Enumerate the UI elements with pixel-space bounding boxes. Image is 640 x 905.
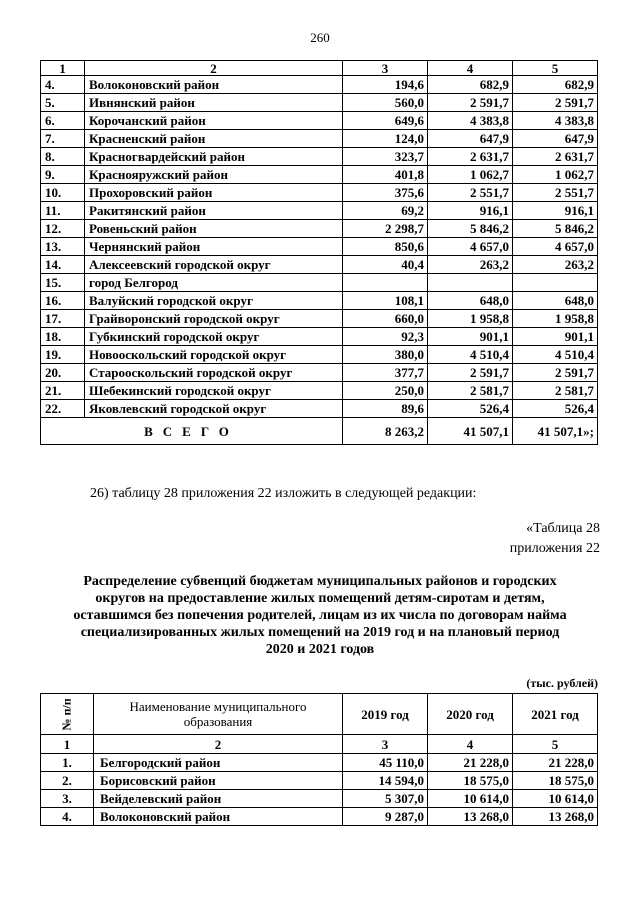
row-number: 10. xyxy=(41,184,85,202)
municipality-name: Борисовский район xyxy=(94,772,343,790)
municipality-name: Алексеевский городской округ xyxy=(85,256,343,274)
total-v5: 41 507,1»; xyxy=(513,418,598,445)
row-number: 11. xyxy=(41,202,85,220)
value-2020: 13 268,0 xyxy=(428,808,513,826)
table-row xyxy=(41,130,598,148)
table-row xyxy=(41,166,598,184)
column-number: 1 xyxy=(41,61,85,76)
municipality-name: Краснояружский район xyxy=(85,166,343,184)
value-col3: 194,6 xyxy=(343,76,428,94)
value-col5: 263,2 xyxy=(513,256,598,274)
municipality-name: Красногвардейский район xyxy=(85,148,343,166)
column-number-row xyxy=(41,735,598,754)
municipality-name: Красненский район xyxy=(85,130,343,148)
units-label: (тыс. рублей) xyxy=(526,676,598,690)
municipality-name: Корочанский район xyxy=(85,112,343,130)
table-row xyxy=(41,364,598,382)
value-col5: 901,1 xyxy=(513,328,598,346)
row-number: 13. xyxy=(41,238,85,256)
value-col4: 647,9 xyxy=(428,130,513,148)
value-col4: 4 383,8 xyxy=(428,112,513,130)
municipality-name: Старооскольский городской округ xyxy=(85,364,343,382)
value-2019: 45 110,0 xyxy=(343,754,428,772)
heading-line: специализированных жилых помещений на 2019 год и на плановый период xyxy=(80,625,560,640)
value-col3: 108,1 xyxy=(343,292,428,310)
column-number: 1 xyxy=(41,735,94,754)
value-col5: 2 631,7 xyxy=(513,148,598,166)
municipality-name: Ракитянский район xyxy=(85,202,343,220)
table-row xyxy=(41,238,598,256)
value-col3: 649,6 xyxy=(343,112,428,130)
value-col5: 2 591,7 xyxy=(513,94,598,112)
municipality-name: Волоконовский район xyxy=(94,808,343,826)
table-reference: «Таблица 28 xyxy=(526,521,600,536)
value-col3: 323,7 xyxy=(343,148,428,166)
row-number: 4. xyxy=(41,808,94,826)
value-col4: 4 657,0 xyxy=(428,238,513,256)
value-col3: 92,3 xyxy=(343,328,428,346)
row-number: 14. xyxy=(41,256,85,274)
column-header-row xyxy=(41,694,598,735)
column-number: 2 xyxy=(94,735,343,754)
value-col4: 901,1 xyxy=(428,328,513,346)
row-number: 16. xyxy=(41,292,85,310)
column-number: 2 xyxy=(85,61,343,76)
table-row xyxy=(41,184,598,202)
value-col4: 2 591,7 xyxy=(428,364,513,382)
value-col3: 250,0 xyxy=(343,382,428,400)
value-2019: 14 594,0 xyxy=(343,772,428,790)
value-col4: 2 581,7 xyxy=(428,382,513,400)
row-number: 20. xyxy=(41,364,85,382)
table-row xyxy=(41,808,598,826)
column-number-row xyxy=(41,61,598,76)
value-col5 xyxy=(513,274,598,292)
value-col4: 263,2 xyxy=(428,256,513,274)
municipality-name: Вейделевский район xyxy=(94,790,343,808)
municipality-name: Новооскольский городской округ xyxy=(85,346,343,364)
value-col5: 647,9 xyxy=(513,130,598,148)
column-number: 3 xyxy=(343,61,428,76)
value-col5: 4 383,8 xyxy=(513,112,598,130)
municipality-name: Яковлевский городской округ xyxy=(85,400,343,418)
table-row xyxy=(41,400,598,418)
value-col5: 916,1 xyxy=(513,202,598,220)
subvention-table-continued xyxy=(40,60,598,445)
row-number: 15. xyxy=(41,274,85,292)
value-col4: 4 510,4 xyxy=(428,346,513,364)
heading-line: оставшимся без попечения родителей, лицам из их числа по договорам найма xyxy=(73,608,567,623)
header-2021: 2021 год xyxy=(513,694,598,735)
value-2021: 21 228,0 xyxy=(513,754,598,772)
value-col3: 69,2 xyxy=(343,202,428,220)
header-municipality: Наименование муниципального образования xyxy=(94,694,343,735)
row-number: 8. xyxy=(41,148,85,166)
value-col3: 375,6 xyxy=(343,184,428,202)
value-col4: 2 591,7 xyxy=(428,94,513,112)
value-col4: 648,0 xyxy=(428,292,513,310)
table-row xyxy=(41,346,598,364)
value-col5: 4 510,4 xyxy=(513,346,598,364)
row-number: 1. xyxy=(41,754,94,772)
value-col3 xyxy=(343,274,428,292)
value-2020: 21 228,0 xyxy=(428,754,513,772)
value-col5: 526,4 xyxy=(513,400,598,418)
municipality-name: Ровеньский район xyxy=(85,220,343,238)
municipality-name: Прохоровский район xyxy=(85,184,343,202)
header-row-number: № п/п xyxy=(41,694,94,735)
table-row xyxy=(41,328,598,346)
row-number: 19. xyxy=(41,346,85,364)
column-number: 4 xyxy=(428,735,513,754)
total-v4: 41 507,1 xyxy=(428,418,513,445)
value-col3: 2 298,7 xyxy=(343,220,428,238)
row-number: 4. xyxy=(41,76,85,94)
appendix-reference: приложения 22 xyxy=(509,541,600,556)
value-col5: 4 657,0 xyxy=(513,238,598,256)
table-row xyxy=(41,94,598,112)
table-row xyxy=(41,292,598,310)
total-row xyxy=(41,418,598,445)
value-col4: 1 958,8 xyxy=(428,310,513,328)
header-2020: 2020 год xyxy=(428,694,513,735)
municipality-name: Шебекинский городской округ xyxy=(85,382,343,400)
value-2019: 5 307,0 xyxy=(343,790,428,808)
value-2021: 13 268,0 xyxy=(513,808,598,826)
amendment-instruction: 26) таблицу 28 приложения 22 изложить в следующей редакции: xyxy=(90,486,477,501)
column-number: 4 xyxy=(428,61,513,76)
row-number: 21. xyxy=(41,382,85,400)
municipality-name: Ивнянский район xyxy=(85,94,343,112)
row-number: 5. xyxy=(41,94,85,112)
row-number: 22. xyxy=(41,400,85,418)
table-row xyxy=(41,112,598,130)
value-col4 xyxy=(428,274,513,292)
value-col3: 560,0 xyxy=(343,94,428,112)
value-col5: 2 551,7 xyxy=(513,184,598,202)
column-number: 5 xyxy=(513,735,598,754)
value-col3: 660,0 xyxy=(343,310,428,328)
heading-line: округов на предоставление жилых помещений детям-сиротам и детям, xyxy=(95,591,545,606)
value-col4: 5 846,2 xyxy=(428,220,513,238)
value-col4: 2 551,7 xyxy=(428,184,513,202)
value-col4: 2 631,7 xyxy=(428,148,513,166)
value-col5: 1 958,8 xyxy=(513,310,598,328)
subvention-table-28 xyxy=(40,693,598,826)
heading-line: Распределение субвенций бюджетам муниципальных районов и городских xyxy=(83,574,557,589)
row-number: 18. xyxy=(41,328,85,346)
municipality-name: Волоконовский район xyxy=(85,76,343,94)
table-row xyxy=(41,148,598,166)
row-number: 17. xyxy=(41,310,85,328)
value-col4: 1 062,7 xyxy=(428,166,513,184)
value-col3: 40,4 xyxy=(343,256,428,274)
value-col5: 1 062,7 xyxy=(513,166,598,184)
row-number: 12. xyxy=(41,220,85,238)
table-row xyxy=(41,256,598,274)
table-row xyxy=(41,274,598,292)
value-col5: 2 591,7 xyxy=(513,364,598,382)
value-col3: 89,6 xyxy=(343,400,428,418)
value-2021: 18 575,0 xyxy=(513,772,598,790)
municipality-name: Белгородский район xyxy=(94,754,343,772)
table-row xyxy=(41,382,598,400)
table-row xyxy=(41,790,598,808)
value-col4: 682,9 xyxy=(428,76,513,94)
column-number: 5 xyxy=(513,61,598,76)
row-number: 3. xyxy=(41,790,94,808)
table-row xyxy=(41,220,598,238)
value-col5: 682,9 xyxy=(513,76,598,94)
table-row xyxy=(41,76,598,94)
value-col4: 916,1 xyxy=(428,202,513,220)
row-number: 9. xyxy=(41,166,85,184)
page-number: 260 xyxy=(310,30,330,45)
municipality-name: Грайворонский городской округ xyxy=(85,310,343,328)
municipality-name: Губкинский городской округ xyxy=(85,328,343,346)
total-v3: 8 263,2 xyxy=(343,418,428,445)
table-heading xyxy=(40,573,600,658)
header-2019: 2019 год xyxy=(343,694,428,735)
value-col3: 380,0 xyxy=(343,346,428,364)
value-2021: 10 614,0 xyxy=(513,790,598,808)
value-2019: 9 287,0 xyxy=(343,808,428,826)
value-2020: 10 614,0 xyxy=(428,790,513,808)
value-col3: 401,8 xyxy=(343,166,428,184)
table-row xyxy=(41,310,598,328)
row-number: 7. xyxy=(41,130,85,148)
value-col3: 850,6 xyxy=(343,238,428,256)
municipality-name: Валуйский городской округ xyxy=(85,292,343,310)
value-col5: 5 846,2 xyxy=(513,220,598,238)
value-col3: 377,7 xyxy=(343,364,428,382)
column-number: 3 xyxy=(343,735,428,754)
value-col4: 526,4 xyxy=(428,400,513,418)
heading-line: 2020 и 2021 годов xyxy=(265,642,375,657)
total-label: ВСЕГО xyxy=(41,418,343,445)
value-col5: 648,0 xyxy=(513,292,598,310)
row-number: 6. xyxy=(41,112,85,130)
table-row xyxy=(41,202,598,220)
row-number: 2. xyxy=(41,772,94,790)
value-2020: 18 575,0 xyxy=(428,772,513,790)
municipality-name: Чернянский район xyxy=(85,238,343,256)
value-col5: 2 581,7 xyxy=(513,382,598,400)
value-col3: 124,0 xyxy=(343,130,428,148)
table-row xyxy=(41,754,598,772)
municipality-name: город Белгород xyxy=(85,274,343,292)
table-row xyxy=(41,772,598,790)
